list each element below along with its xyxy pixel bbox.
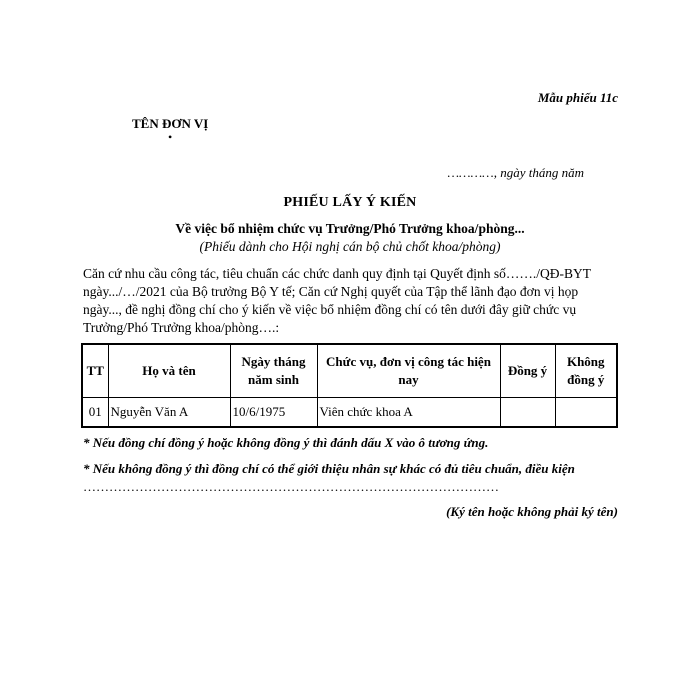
cell-tt: 01 [82,398,108,428]
header-dob: Ngày tháng năm sinh [230,344,317,398]
table-header-row [82,344,617,398]
opinion-table [81,343,618,428]
cell-position: Viên chức khoa A [317,398,500,428]
intro-line: ngày.../…/2021 của Bộ trưởng Bộ Y tế; Căn cứ Nghị quyết của Tập thể lãnh đạo đơn vị họp [83,284,579,299]
header-disagree: Không đồng ý [555,344,617,398]
form-title: PHIẾU LẤY Ý KIẾN [283,195,417,210]
header-name: Họ và tên [108,344,230,398]
fill-in-dots: …………………………………………………………………………………… [83,479,499,494]
intro-line: Căn cứ nhu cầu công tác, tiêu chuẩn các chức danh quy định tại Quyết định số……./QĐ-BYT [83,266,591,281]
intro-line: Trưởng/Phó Trưởng khoa/phòng….: [83,320,280,335]
header-position: Chức vụ, đơn vị công tác hiện nay [317,344,500,398]
cell-dob: 10/6/1975 [230,398,317,428]
header-tt: TT [82,344,108,398]
form-subnote: (Phiếu dành cho Hội nghị cán bộ chủ chốt khoa/phòng) [199,239,501,254]
unit-bullet: • [168,130,173,144]
note-instruction: * Nếu đồng chí đồng ý hoặc không đồng ý thì đánh dấu X vào ô tương ứng. [83,435,489,450]
cell-disagree[interactable] [555,398,617,428]
unit-name: TÊN ĐƠN VỊ [132,116,209,131]
header-agree: Đồng ý [500,344,555,398]
intro-line: ngày..., đề nghị đồng chí cho ý kiến về việc bổ nhiệm đồng chí có tên dưới đây giữ chức vụ [83,302,577,317]
table-row [82,398,617,428]
note-recommendation: * Nếu không đồng ý thì đồng chí có thể giới thiệu nhân sự khác có đủ tiêu chuẩn, điều kiện [83,461,575,476]
cell-agree[interactable] [500,398,555,428]
date-line: …………, ngày tháng năm [447,165,584,180]
signature-note: (Ký tên hoặc không phải ký tên) [446,504,618,519]
form-subtitle: Về việc bổ nhiệm chức vụ Trưởng/Phó Trưởng khoa/phòng... [175,221,525,236]
form-code: Mẫu phiếu 11c [537,90,618,105]
cell-name: Nguyễn Văn A [108,398,230,428]
intro-paragraph [83,265,619,337]
